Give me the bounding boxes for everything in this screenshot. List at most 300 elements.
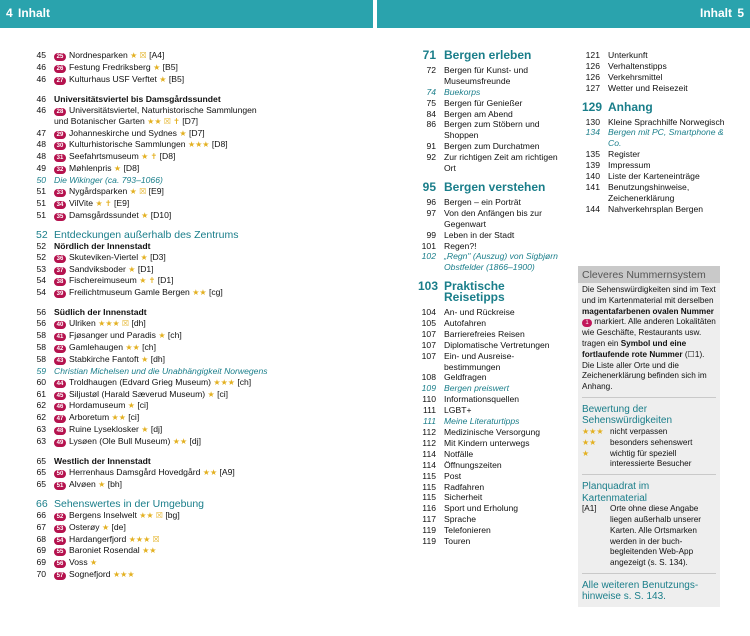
rating-stars-icon: ★★ [111,413,126,423]
toc-entry-title: Bergen verstehen [444,179,546,194]
toc-entry [418,50,568,61]
toc-page-number: 84 [426,108,436,119]
rating-stars-icon: ★ [98,479,106,489]
toc-page-number: 105 [421,317,436,328]
toc-entry-title: Telefonieren [444,525,491,536]
page-gutter [373,0,377,636]
toc-entry-title: Voss [69,557,88,568]
rating-meaning: wichtig für speziell interessierte Besucher [610,448,692,469]
toc-entry-text [436,514,568,525]
toc-page-number: 63 [36,424,46,435]
toc-entry-title: Universitätsviertel bis Damsgårdssundet [54,93,221,104]
rating-stars-icon: ★★ [192,288,207,298]
toc-entry-text [46,241,356,252]
sight-number-badge-icon: 41 [54,333,66,341]
sight-number-badge-icon: 34 [54,201,66,209]
toc-page-number: 141 [585,181,600,192]
toc-entry-title: Lysøen (Ole Bull Museum) [69,436,171,447]
toc-page-number: 109 [421,383,436,394]
toc-entry [36,175,356,186]
toc-entry [36,499,356,510]
rating-stars-icon: ★ [141,354,149,364]
toc-entry-text [600,149,732,160]
toc-entry [36,275,356,287]
toc-entry-text [436,536,568,547]
toc-entry [36,74,356,86]
toc-column-middle [418,50,568,547]
toc-entry-text [436,281,568,303]
toc-entry-title: „Regn" (Auszug) von Sigbjørn Obstfelder (1866–1900) [444,251,558,273]
toc-page-number: 59 [36,365,46,376]
toc-entry-title: Seefahrtsmuseum [69,151,139,162]
toc-page-number: 67 [36,521,46,532]
toc-entry-text [46,94,356,105]
sight-number-badge-icon: 31 [54,154,66,162]
toc-entry-title: Hardangerfjord [69,533,127,544]
toc-entry-title: Arboretum [69,412,110,423]
toc-entry-text [46,50,356,62]
toc-page-number: 63 [36,436,46,447]
toc-entry-text [436,372,568,383]
toc-entry-text [46,467,356,479]
toc-entry-title: Verhaltenstipps [608,60,667,71]
info-box-title: Cleveres Nummernsystem [578,266,720,283]
toc-entry-text [46,545,356,557]
toc-entry [418,405,568,416]
rating-meaning: besonders sehenswert [610,437,693,447]
sight-number-badge-icon: 35 [54,213,66,221]
toc-entry-text [46,74,356,86]
sight-number-badge-icon: 56 [54,560,66,568]
toc-entry [418,307,568,318]
toc-entry-title: Damsgårdssundet [69,209,139,220]
toc-entry [36,377,356,389]
toc-entry-title: Westlich der Innenstadt [54,456,151,467]
toc-entry-title: Mit Kindern unterwegs [444,437,530,448]
toc-entry [418,281,568,303]
toc-entry [36,62,356,74]
toc-entry-title: Alvøen [69,478,96,489]
toc-entry-text [46,230,356,241]
toc-entry-text [46,105,356,116]
toc-entry-title: Freilichtmuseum Gamle Bergen [69,287,190,298]
toc-page-number: 111 [422,405,436,416]
toc-entry-text [436,394,568,405]
toc-page-number: 56 [36,318,46,329]
toc-entry-text [436,65,568,87]
toc-entry-text [46,557,356,569]
toc-entry-text [600,83,732,94]
toc-entry-title: Unterkunft [608,50,648,60]
toc-entry-text [46,175,356,186]
toc-entry-title: Geldfragen [444,372,487,383]
toc-page-number: 52 [36,251,46,262]
rating-stars-icon: ★ [90,558,98,568]
map-grid-reference: [bg] [165,509,180,520]
toc-page-number: 54 [36,275,46,286]
toc-entry-text [46,264,356,276]
toc-page-number: 71 [422,48,436,62]
toc-entry-text [46,275,356,287]
toc-entry-title: Öffnungszeiten [444,459,502,470]
toc-page-number: 140 [585,171,600,182]
toc-page-number: 66 [36,497,48,510]
rating-stars-icon: ★★ ☒ ✝ [147,116,180,126]
toc-page-number: 126 [585,60,600,71]
toc-entry-text [436,340,568,351]
toc-page-number: 115 [422,470,436,481]
rating-stars-icon: ★★ [125,342,140,352]
map-grid-reference: [cg] [208,287,223,298]
toc-entry [418,438,568,449]
toc-entry [36,252,356,264]
toc-entry-title: Benutzungshinweise, Zeichenerklärung [608,181,690,203]
rating-stars-icon: ★ [179,128,187,138]
rating-stars-icon: ★★★ ☒ [98,319,130,329]
sight-number-badge-icon: 47 [54,415,66,423]
toc-entry-title: Bergen erleben [444,48,532,62]
rating-stars-icon: ★ [141,210,149,220]
toc-page-number: 58 [36,330,46,341]
toc-entry-text [600,182,732,204]
toc-entry [36,128,356,140]
sight-number-badge-icon: 49 [54,439,66,447]
toc-entry-text [436,179,568,194]
rating-stars-icon: ★ [140,252,148,262]
toc-entry [36,307,356,318]
toc-page-number: 51 [36,197,46,208]
toc-entry-title: Fjøsanger und Paradis [69,330,156,341]
grid-title: Planquadrat im Kartenmaterial [582,481,650,504]
toc-entry [36,545,356,557]
toc-page-number: 91 [426,141,436,152]
toc-entry-title: Johanneskirche und Sydnes [69,127,177,138]
toc-entry-title: Impressum [608,160,651,171]
toc-entry-text [436,416,568,427]
toc-entry [36,522,356,534]
toc-entry-text [436,405,568,416]
toc-entry [36,424,356,436]
toc-entry-text [436,383,568,394]
toc-entry-text [436,197,568,208]
toc-page-number: 52 [36,228,48,241]
map-grid-reference: [D8] [211,139,228,150]
toc-entry [418,109,568,120]
rating-stars-icon: ★★ [582,437,597,447]
toc-entry [582,117,732,128]
rating-stars-icon: ★ ☒ [130,51,147,60]
toc-entry [418,383,568,394]
toc-entry-text [436,251,568,273]
toc-entry-title: Sehenswertes in der Umgebung [54,497,205,510]
toc-entry-title: Kulturhaus USF Verftet [69,73,157,84]
page-number-right: 5 [737,6,744,20]
toc-entry-text [46,400,356,412]
sight-number-badge-icon: 32 [54,166,66,174]
toc-entry-title: Barrierefreies Reisen [444,328,525,339]
toc-entry-text [436,119,568,141]
toc-entry [36,241,356,252]
toc-entry [36,264,356,276]
toc-entry [36,569,356,581]
rating-stars-icon: ★★★ [213,377,235,387]
toc-entry-text [436,208,568,230]
toc-page-number: 134 [585,127,600,138]
toc-entry [36,366,356,377]
toc-page-number: 144 [585,203,600,214]
toc-entry-title: Medizinische Versorgung [444,427,541,437]
map-grid-reference: [D8] [159,151,176,162]
map-grid-reference: [ci] [217,388,229,399]
toc-entry [418,449,568,460]
rating-stars-icon: ★ ☒ [129,187,147,197]
toc-page-number: 119 [422,525,436,536]
toc-entry-text [600,160,732,171]
toc-page-number: 107 [421,350,436,361]
map-grid-reference: [ch] [167,330,182,341]
toc-entry-title: Bergen mit PC, Smartphone & Co. [608,127,724,149]
toc-entry-title: Møhlenpris [69,163,112,174]
toc-entry [36,139,356,151]
toc-page-number: 60 [36,376,46,387]
toc-entry [418,536,568,547]
toc-entry-text [436,307,568,318]
toc-page-number: 96 [426,196,436,207]
toc-entry [418,372,568,383]
header-title-right: Inhalt [700,6,732,20]
toc-page-number: 130 [585,116,600,127]
toc-entry [418,65,568,87]
toc-entry-text [46,128,356,140]
sight-number-badge-icon: 25 [54,53,66,61]
toc-page-number: 74 [426,86,436,97]
rating-stars-icon: ★★ [172,437,188,447]
sight-number-badge-icon: 40 [54,321,66,329]
toc-entry-title: Christian Michelsen und die Unabhängigkeit Norwegens [54,365,268,376]
toc-page-number: 126 [585,71,600,82]
sight-number-badge-icon: 50 [54,470,66,478]
toc-entry-text [436,525,568,536]
toc-entry-text [436,471,568,482]
toc-entry-text [436,50,568,61]
toc-page-number: 58 [36,353,46,364]
sight-number-badge-icon: 27 [54,77,66,85]
toc-page-number: 65 [36,456,46,467]
toc-entry-title: Leben in der Stadt [444,229,515,240]
toc-entry-title: Herrenhaus Damsgård Hovedgård [69,467,201,477]
toc-page-number: 51 [36,209,46,220]
toc-page-number: 127 [585,82,600,93]
toc-entry-title: Bergen für Kunst- und Museumsfreunde [444,64,529,86]
toc-entry-text [46,62,356,74]
toc-page-number: 112 [422,427,436,437]
toc-page-number: 110 [422,394,436,405]
toc-entry-title: Bergen für Genießer [444,97,523,108]
toc-entry-title: Kulturhistorische Sammlungen [69,139,186,150]
toc-page-number: 119 [422,536,436,547]
rating-stars-icon: ★★★ [582,426,604,436]
toc-entry [36,342,356,354]
toc-entry-text [46,389,356,401]
toc-page-number: 51 [36,186,46,197]
toc-entry-text [436,141,568,152]
sight-number-badge-icon: 44 [54,380,66,388]
toc-entry-title: Register [608,149,640,160]
map-grid-reference: [bh] [107,478,123,489]
map-grid-reference: [ch] [142,341,156,352]
numbering-explanation: Die Sehenswürdigkeiten sind im Text und im Kartenmaterial mit derselben magentafarbenen ovalen Nummer 1 markiert. Alle anderen Lokalitäten wie Geschäfte, Restaurants usw. tragen ein Symbol und eine fortlaufende rote Nummer (☐1). Die Liste aller Orte und die Zeichenerklärung befinden sich im Anhang. [582,285,716,392]
toc-entry [36,210,356,222]
header-left [0,0,375,28]
toc-page-number: 50 [36,175,46,186]
toc-column-left [36,50,356,581]
toc-page-number: 54 [36,287,46,298]
toc-entry [36,105,356,116]
toc-page-number: 107 [421,339,436,350]
toc-entry [418,525,568,536]
toc-entry-title: und Botanischer Garten [54,115,145,126]
toc-entry [36,467,356,479]
sight-number-badge-icon: 36 [54,255,66,263]
toc-entry-title: Sicherheit [444,492,483,503]
toc-entry [582,149,732,160]
toc-entry [36,230,356,241]
toc-entry-text [46,307,356,318]
toc-entry [418,427,568,438]
toc-entry [36,50,356,62]
toc-entry-text [46,522,356,534]
toc-entry-title: Von den Anfängen bis zur Gegenwart [444,207,542,229]
rating-stars-icon: ★★★ [112,570,135,580]
toc-entry-text [436,318,568,329]
toc-entry-text [600,127,732,149]
rating-stars-icon: ★ [128,264,136,274]
toc-page-number: 97 [426,207,436,218]
toc-entry-text [46,479,356,491]
toc-entry-title: Gamlehaugen [69,341,123,352]
toc-entry-text [436,460,568,471]
toc-page-number: 47 [36,127,46,138]
map-grid-reference: [D3] [150,251,166,262]
info-box [578,266,720,607]
toc-entry [418,351,568,373]
toc-page-number: 111 [422,416,436,427]
toc-entry [36,354,356,366]
rating-stars-icon: ★ [127,401,135,411]
rating-stars-icon: ★ ✝ [139,276,156,286]
toc-entry [418,230,568,241]
toc-page-number: 121 [585,50,600,60]
toc-entry-title: Post [444,470,462,481]
toc-entry [582,127,732,149]
toc-entry [36,198,356,210]
toc-entry [582,204,732,215]
map-grid-reference: [B5] [168,73,185,84]
toc-entry [418,179,568,194]
sight-number-badge-icon: 37 [54,267,66,275]
toc-entry-text [600,204,732,215]
toc-entry-text [436,449,568,460]
toc-entry [36,456,356,467]
toc-page-number: 62 [36,412,46,423]
toc-entry-text [46,163,356,175]
rating-stars-icon: ★★ [142,546,157,556]
sight-number-badge-icon: 30 [54,142,66,150]
toc-page-number: 46 [36,93,46,104]
toc-entry [36,330,356,342]
toc-entry [36,287,356,299]
map-grid-reference: [D1] [157,275,174,286]
map-grid-reference: [A4] [149,50,165,60]
toc-entry-text [46,424,356,436]
toc-entry-text [46,330,356,342]
toc-entry-title: Liste der Karteneinträge [608,171,700,182]
toc-entry [418,318,568,329]
map-grid-reference: [dj] [189,436,201,447]
toc-page-number: 53 [36,263,46,274]
toc-entry-title: Sprache [444,514,477,525]
toc-entry [582,83,732,94]
toc-entry-text [600,117,732,128]
toc-entry-title: Touren [444,536,471,547]
sight-number-badge-icon: 38 [54,278,66,286]
toc-entry-text [436,109,568,120]
toc-entry [418,152,568,174]
toc-entry [418,208,568,230]
toc-entry-text [46,342,356,354]
rating-stars-icon: ★ [158,331,166,341]
toc-entry-text [46,510,356,522]
toc-entry [418,471,568,482]
toc-page-number: 48 [36,139,46,150]
sight-number-badge-icon: 39 [54,290,66,298]
sight-number-badge-icon: 29 [54,131,66,139]
toc-entry-title: Nygårdsparken [69,186,128,197]
rating-stars-icon: ★ [141,425,149,435]
toc-page-number: 66 [36,509,46,520]
page-number-left: 4 [6,6,13,20]
toc-page-number: 48 [36,151,46,162]
toc-entry-text [436,492,568,503]
toc-entry [582,50,732,61]
rating-stars-icon: ★ [159,74,167,84]
toc-entry-title: Stabkirche Fantoft [69,353,139,364]
toc-entry [582,72,732,83]
sight-number-badge-icon: 45 [54,392,66,400]
rating-stars-icon: ★ [153,62,161,72]
toc-page-number: 62 [36,400,46,411]
toc-page-number: 68 [36,533,46,544]
map-grid-reference: [D7] [182,115,198,126]
more-hints: Alle weiteren Benutzungs-hinweise s. S. 143. [582,579,699,603]
toc-entry [418,482,568,493]
toc-entry-title: Die Wikinger (ca. 793–1066) [54,175,163,186]
toc-entry [582,61,732,72]
toc-entry-title: An- und Rückreise [444,307,515,318]
map-grid-reference: [E9] [113,197,130,208]
toc-page-number: 72 [426,64,436,75]
toc-column-right [582,50,732,215]
toc-page-number: 45 [36,50,46,60]
toc-entry-text [46,412,356,424]
sight-number-badge-icon: 52 [54,513,66,521]
toc-page-number: 103 [418,279,439,294]
toc-entry-text [600,72,732,83]
map-grid-reference: [dh] [131,318,146,329]
toc-page-number: 61 [36,388,46,399]
toc-entry [36,389,356,401]
sight-number-badge-icon: 43 [54,357,66,365]
